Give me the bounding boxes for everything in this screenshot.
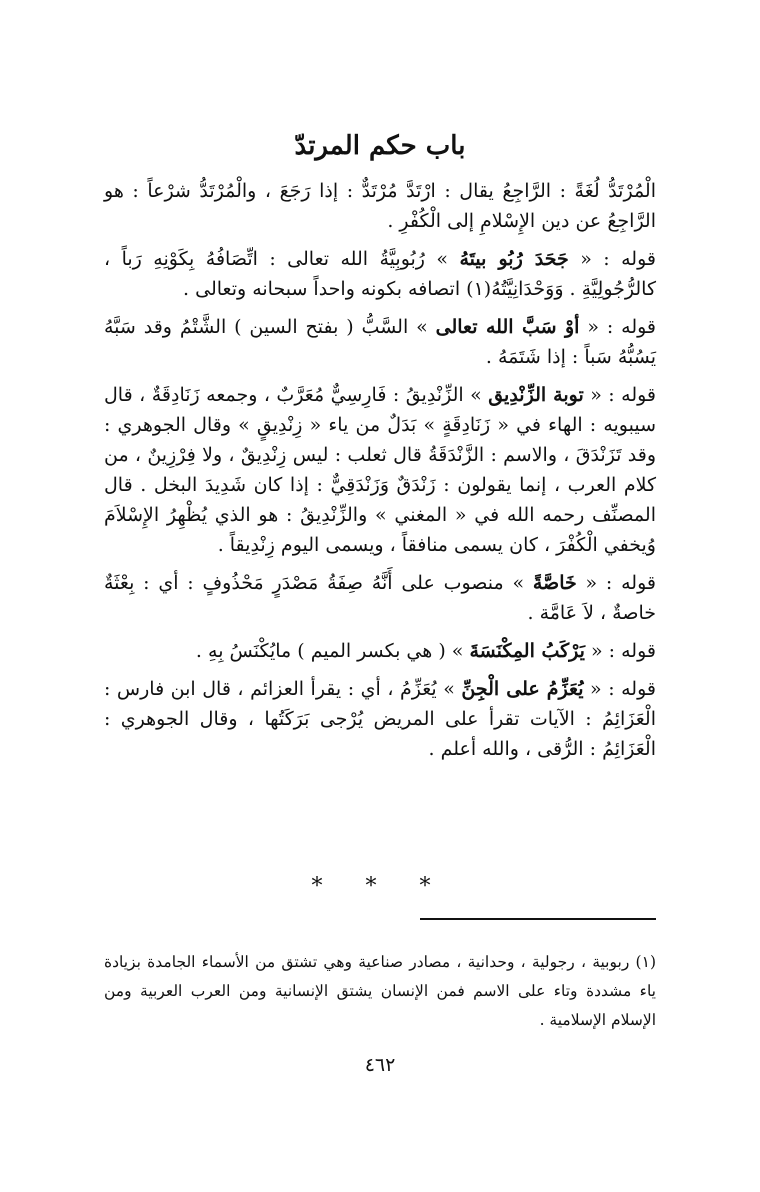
paragraph-text: » السَّبُّ ( بفتح السين ) الشَّتْمُ وقد سَبَّهُ يَسُبُّهُ سَباً : إذا شَتَمَهُ .	[104, 316, 656, 368]
page-number: ٤٦٢	[364, 1054, 396, 1076]
paragraph-lead: قوله : «	[590, 678, 656, 700]
paragraph-text: الْمُرْتَدُّ لُغَةً : الرَّاجِعُ يقال : ارْتَدَّ مُرْتَدٌّ : إذا رَجَعَ ، والْمُرْتَدُّ شرْعاً : هو الرَّاجِعُ عن دين الإِسْلامِ إلى الْكُفْرِ .	[104, 180, 656, 232]
paragraph-heading: يَرْكَبُ المِكْنَسَةَ	[469, 640, 585, 662]
body-text	[104, 176, 656, 772]
paragraph-rububiyya	[104, 244, 656, 304]
paragraph-lead: قوله : «	[580, 248, 656, 270]
paragraph-miknasa	[104, 636, 656, 666]
paragraph-lead: قوله : «	[585, 572, 656, 594]
paragraph-khassa	[104, 568, 656, 628]
paragraph-text: » يُعَزِّمُ ، أي : يقرأ العزائم ، قال ابن فارس : الْعَزَائِمُ : الآيات تقرأ على المريض يُرْجى بَرَكَتُها ، وقال الجوهري : الْعَزَائِمُ : الرُّقى ، والله أعلم .	[104, 678, 656, 760]
paragraph-azaim	[104, 674, 656, 764]
paragraph-sabb	[104, 312, 656, 372]
footnote: (١) ربوبية ، رجولية ، وحدانية ، مصادر صناعية وهي تشتق من الأسماء الجامدة بزيادة ياء مشددة وتاء على الاسم فمن الإنسان يشتق الإنسانية ومن العرب العربية ومن الإسلام الإسلامية .	[104, 953, 656, 1029]
paragraph-definition	[104, 176, 656, 236]
paragraph-heading: جَحَدَ رُبُو بيتَهُ	[459, 248, 569, 270]
paragraph-heading: يُعَزِّمُ على الْجِنِّ	[461, 678, 584, 700]
paragraph-heading: خَاصَّةً	[532, 572, 577, 594]
paragraph-lead: قوله : «	[591, 640, 656, 662]
chapter-title: باب حكم المرتدّ	[294, 131, 466, 161]
paragraph-heading: أوْ سَبَّ الله تعالى	[435, 316, 580, 338]
section-separator: * * *	[311, 874, 449, 899]
paragraph-heading: توبة الزِّنْدِيق	[488, 384, 584, 406]
paragraph-text: » رُبُوبِيَّةُ الله تعالى : اتِّصَافُهُ بِكَوْنِهِ رَباً ، كالرُّجُولِيَّةِ . وَوَحْدَانِيَّتُهُ(١) اتصافه بكونه واحداً سبحانه وتعالى .	[104, 248, 656, 300]
paragraph-zindiq	[104, 380, 656, 560]
footnote-divider	[420, 918, 656, 920]
paragraph-text: » الزِّنْدِيقُ : فَارِسِيٌّ مُعَرَّبٌ ، وجمعه زَنَادِقَةٌ ، قال سيبويه : الهاء في « زَنَادِقَةٍ » بَدَلٌ من ياء « زِنْدِيقٍ » وقال الجوهري : وقد تَزَنْدَقَ ، والاسم : الزَّنْدَقَةُ قال ثعلب : ليس زِنْدِيقٌ ، ولا فِرْزِينٌ ، من كلام العرب ، إنما يقولون : زَنْدَقٌ وَزَنْدَقِيٌّ : إذا كان شَدِيدَ البخل . قال المصنِّف رحمه الله في « المغني » والزِّنْدِيقُ : هو الذي يُظْهِرُ الإِسْلاَمَ وُيخفي الْكُفْرَ ، كان يسمى منافقاً ، ويسمى اليوم زِنْدِيقاً .	[104, 384, 656, 556]
paragraph-text: » ( هي بكسر الميم ) مايُكْنَسُ بِهِ .	[195, 640, 464, 662]
paragraph-lead: قوله : «	[590, 384, 657, 406]
paragraph-lead: قوله : «	[587, 316, 657, 338]
paragraph-text: » منصوب على أَنَّهُ صِفَةُ مَصْدَرٍ مَحْذُوفٍ : أي : بِعْثَةٌ خاصةٌ ، لاَ عَامَّة .	[104, 572, 656, 624]
